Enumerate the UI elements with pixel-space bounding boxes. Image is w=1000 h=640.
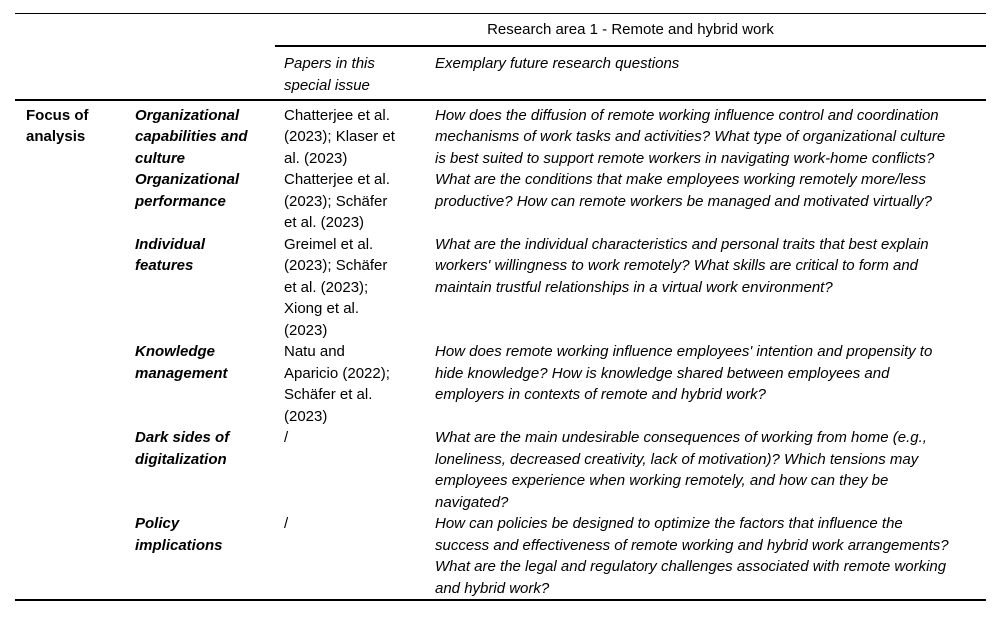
question-cell: What are the main undesirable consequences of working from home (e.g., loneliness, decreased creativity, lack of motivation)? Which tensions may employees experience when working remotely, and how can they be navigated?: [435, 429, 927, 511]
papers-cell: Chatterjee et al. (2023); Klaser et al. (2023): [284, 106, 395, 167]
focus-label: Individual features: [135, 235, 206, 274]
table-row: [15, 234, 986, 342]
table-header: [15, 14, 986, 101]
header-spacer: [135, 53, 275, 99]
papers-cell: Greimel et al. (2023); Schäfer et al. (2023); Xiong et al. (2023): [284, 235, 388, 339]
row-group-spacer: [15, 234, 135, 235]
spanner-header-row: [15, 14, 986, 47]
table-row: [15, 341, 986, 427]
table-row: [15, 169, 986, 234]
column-header-questions: Exemplary future research questions: [435, 55, 680, 72]
focus-label: Policy implications: [135, 515, 223, 554]
question-cell: How does the diffusion of remote working influence control and coordination mechanisms of work tasks and activities? What type of organizational culture is best suited to support remote workers in navigating work-home conflicts?: [435, 106, 946, 167]
research-area-title: Research area 1 - Remote and hybrid work: [275, 14, 986, 47]
papers-cell: /: [284, 515, 289, 532]
row-group-spacer: [15, 341, 135, 342]
column-header-papers: Papers in this special issue: [284, 55, 375, 94]
question-cell: How can policies be designed to optimize the factors that influence the success and effectiveness of remote working and hybrid work arrangements?What are the legal and regulatory challenges associated with remote working and hybrid work?: [435, 515, 949, 597]
question-cell: How does remote working influence employees' intention and propensity to hide knowledge? How is knowledge shared between employees and employers in contexts of remote and hybrid work?: [435, 343, 933, 403]
focus-label: Organizational capabilities and culture: [135, 106, 248, 167]
row-group-label: Focus of analysis: [26, 106, 89, 145]
header-spacer: [15, 53, 135, 99]
research-area-table: [15, 13, 986, 601]
question-cell: What are the conditions that make employees working remotely more/less productive? How can remote workers be managed and motivated virtually?: [435, 171, 932, 210]
table-body: [15, 101, 986, 601]
focus-label: Knowledge management: [135, 343, 228, 382]
table-row: [15, 513, 986, 599]
row-group-spacer: [15, 427, 135, 428]
row-group-spacer: [15, 513, 135, 514]
question-cell: What are the individual characteristics and personal traits that best explain workers' willingness to work remotely? What skills are critical to form and maintain trustful relationships in a virtual work environment?: [435, 235, 929, 296]
papers-cell: /: [284, 429, 289, 446]
focus-label: Organizational performance: [135, 171, 240, 210]
papers-cell: Chatterjee et al. (2023); Schäfer et al. (2023): [284, 171, 390, 231]
table-row: [15, 105, 986, 170]
column-header-row: [15, 47, 986, 99]
papers-cell: Natu and Aparicio (2022); Schäfer et al. (2023): [284, 343, 390, 425]
header-spacer: [15, 14, 275, 47]
table-row: [15, 427, 986, 513]
row-group-spacer: [15, 169, 135, 170]
focus-label: Dark sides of digitalization: [135, 429, 230, 468]
